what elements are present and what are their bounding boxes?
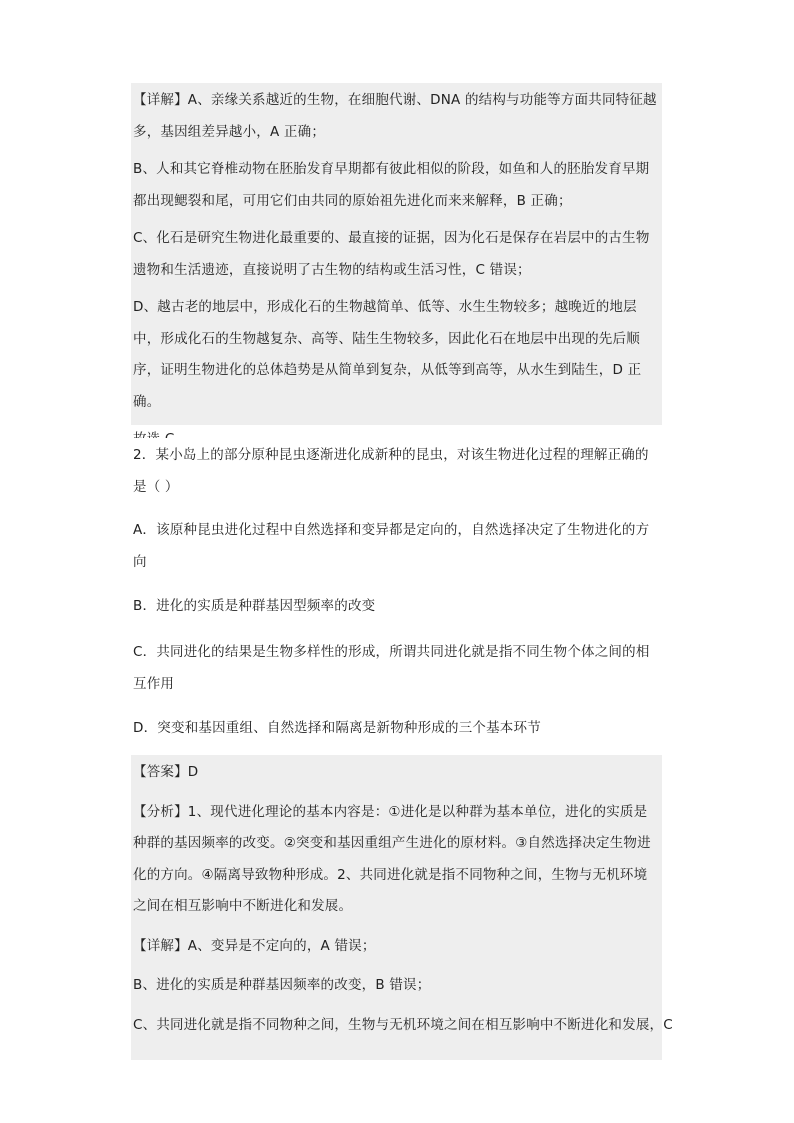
- explanation-para-a: 【详解】A、亲缘关系越近的生物，在细胞代谢、DNA 的结构与功能等方面共同特征越多，基因组差异越小，A 正确；: [133, 92, 657, 140]
- analysis-text: 【分析】1、现代进化理论的基本内容是：①进化是以种群为基本单位，进化的实质是种群的基因频率的改变。②突变和基因重组产生进化的原材料。③自然选择决定生物进化的方向。④隔离导致物种形成。2、共同进化就是指不同物种之间，生物与无机环境之间在相互影响中不断进化和发展。: [133, 803, 651, 914]
- detail-c: C、共同进化就是指不同物种之间，生物与无机环境之间在相互影响中不断进化和发展，C: [133, 1016, 673, 1033]
- detail-b: B、进化的实质是种群基因频率的改变，B 错误；: [133, 977, 431, 993]
- option-b: B．进化的实质是种群基因型频率的改变: [131, 589, 662, 623]
- option-d: D．突变和基因重组、自然选择和隔离是新物种形成的三个基本环节: [131, 711, 662, 745]
- option-a: A．该原种昆虫进化过程中自然选择和变异都是定向的，自然选择决定了生物进化的方向: [131, 513, 662, 578]
- explanation-block: [131, 83, 662, 425]
- detail-a: 【详解】A、变异是不定向的，A 错误；: [133, 937, 376, 954]
- answer-label: 【答案】D: [133, 764, 199, 780]
- explanation-para-b: B、人和其它脊椎动物在胚胎发育早期都有彼此相似的阶段，如鱼和人的胚胎发育早期都出现鳃裂和尾，可用它们由共同的原始祖先进化而来来解释，B 正确；: [133, 161, 650, 209]
- answer-block: [131, 755, 673, 1060]
- option-c: C．共同进化的结果是生物多样性的形成，所谓共同进化就是指不同生物个体之间的相互作用: [131, 635, 662, 700]
- explanation-para-c: C、化石是研究生物进化最重要的、最直接的证据，因为化石是保存在岩层中的古生物遗物和生活遗迹，直接说明了古生物的结构或生活习性，C 错误；: [133, 230, 650, 278]
- explanation-para-d: D、越古老的地层中，形成化石的生物越简单、低等、水生生物较多；越晚近的地层中，形成化石的生物越复杂、高等、陆生生物较多，因此化石在地层中出现的先后顺序，证明生物进化的总体趋势是从简单到复杂，从低等到高等，从水生到陆生，D 正确。: [133, 299, 642, 410]
- question-stem: 2．某小岛上的部分原种昆虫逐渐进化成新种的昆虫，对该生物进化过程的理解正确的是（ ）: [131, 438, 662, 503]
